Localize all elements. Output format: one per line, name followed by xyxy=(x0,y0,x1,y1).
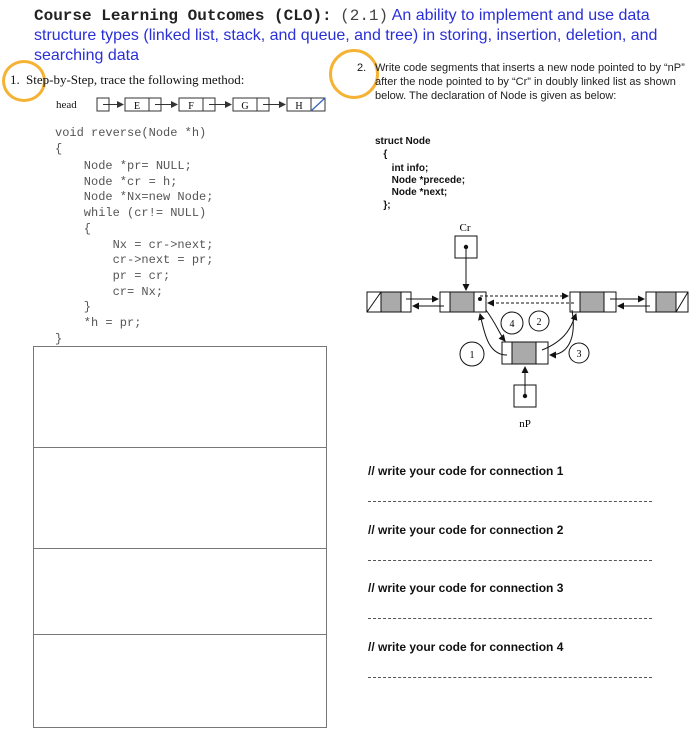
clo-description: An ability to implement and use data structure types (linked list, stack, and queue, and tree) in storing, insertion, deletion, and searching data xyxy=(34,7,658,64)
struct-declaration xyxy=(375,136,575,218)
annotation-circle-2 xyxy=(329,49,379,99)
singly-linked-list-diagram xyxy=(95,95,350,115)
struct-line: { xyxy=(375,149,388,160)
struct-line: int info; xyxy=(375,163,429,174)
clo-code: (2.1) xyxy=(340,7,389,25)
code-line: { xyxy=(55,142,63,156)
connection-2-prompt: // write your code for connection 2 xyxy=(368,523,564,537)
dll-node-next xyxy=(570,292,616,312)
struct-line: }; xyxy=(375,200,391,211)
question-1-number: 1. xyxy=(10,72,20,87)
reverse-code-block xyxy=(55,126,325,346)
question-2-prompt: Write code segments that inserts a new node pointed to by “nP” after the node pointed to by “Cr” in doubly linked list as shown below. The declaration of Node is given as below: xyxy=(375,62,685,102)
question-2-number: 2. xyxy=(357,62,367,74)
question-1-prompt: Step-by-Step, trace the following method: xyxy=(26,72,245,87)
connection-3-prompt: // write your code for connection 3 xyxy=(368,581,564,595)
code-line: Nx = cr->next; xyxy=(55,238,214,252)
dll-node-cr xyxy=(440,292,486,312)
code-line: cr= Nx; xyxy=(55,285,164,299)
connection-2-answer-line[interactable] xyxy=(368,560,652,561)
trace-answer-box-4[interactable] xyxy=(33,634,327,728)
connection-3-label: 3 xyxy=(576,349,582,360)
code-line: cr->next = pr; xyxy=(55,253,214,267)
code-line: *h = pr; xyxy=(55,316,142,330)
connection-4-label: 4 xyxy=(509,319,515,330)
code-line: } xyxy=(55,300,92,314)
code-line: void reverse(Node *h) xyxy=(55,126,207,140)
struct-line: Node *precede; xyxy=(375,175,466,186)
code-line: Node *cr = h; xyxy=(55,175,178,189)
cr-label: Cr xyxy=(459,222,471,234)
code-line: } xyxy=(55,332,63,346)
connection-1-prompt: // write your code for connection 1 xyxy=(368,464,564,478)
code-line: pr = cr; xyxy=(55,269,171,283)
code-line: Node *pr= NULL; xyxy=(55,159,192,173)
code-line: while (cr!= NULL) xyxy=(55,206,207,220)
dll-node-new xyxy=(502,342,548,364)
connection-3-answer-line[interactable] xyxy=(368,618,652,619)
node-g-label: G xyxy=(241,101,249,112)
node-f-label: F xyxy=(188,101,194,112)
connection-1-answer-line[interactable] xyxy=(368,501,652,502)
code-line: { xyxy=(55,222,92,236)
connection-4-answer-line[interactable] xyxy=(368,677,652,678)
node-e-label: E xyxy=(133,101,141,112)
connection-2-label: 2 xyxy=(536,317,542,328)
doubly-linked-list-diagram xyxy=(362,220,692,435)
node-h-label: H xyxy=(295,101,303,112)
clo-title: Course Learning Outcomes (CLO): xyxy=(34,7,332,25)
np-label: nP xyxy=(519,418,531,430)
connection-4-prompt: // write your code for connection 4 xyxy=(368,640,564,654)
trace-answer-box-1[interactable] xyxy=(33,346,327,448)
dll-node-left xyxy=(367,292,411,312)
struct-line: Node *next; xyxy=(375,187,448,198)
dll-node-right xyxy=(646,292,688,312)
code-line: Node *Nx=new Node; xyxy=(55,190,214,204)
trace-answer-box-3[interactable] xyxy=(33,548,327,635)
struct-line: struct Node xyxy=(375,136,431,147)
list-node-h xyxy=(287,98,325,112)
connection-1-label: 1 xyxy=(469,350,475,361)
head-label: head xyxy=(56,99,77,111)
trace-answer-box-2[interactable] xyxy=(33,447,327,549)
